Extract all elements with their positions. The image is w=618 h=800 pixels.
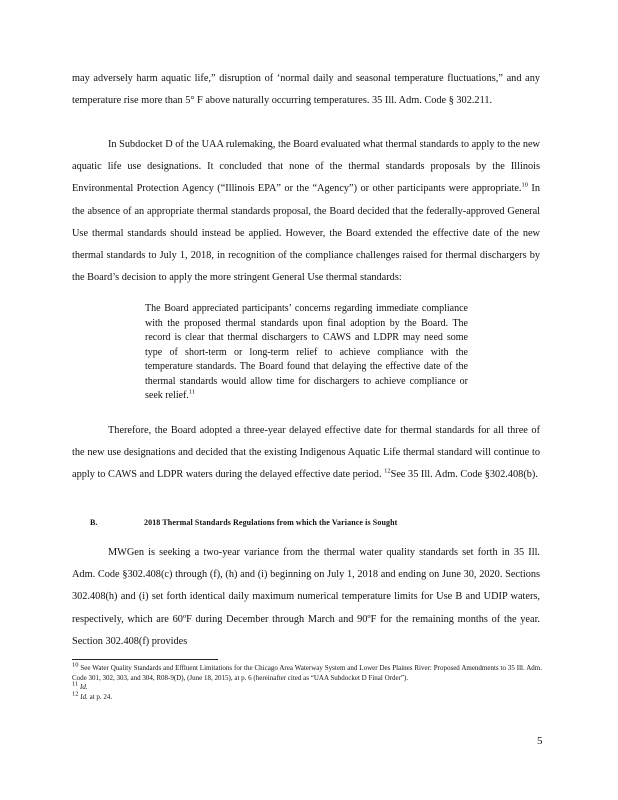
section-heading-text: 2018 Thermal Standards Regulations from which the Variance is Sought bbox=[144, 518, 398, 527]
footnote-11-mark: 11 bbox=[72, 680, 79, 688]
footnote-12-text: at p. 24. bbox=[87, 692, 113, 701]
paragraph-2-text-b: In the absence of an appropriate thermal standards proposal, the Board decided that the federally-approved General Use thermal standards should instead be applied. However, the Board extended the effective date of the new thermal standards to July 1, 2018, in recognition of the compliance challenges raised for thermal dischargers by the Board’s decision to apply the more stringent General Use thermal standards: bbox=[72, 183, 540, 284]
section-heading bbox=[90, 518, 397, 527]
footnote-10 bbox=[72, 661, 543, 683]
paragraph-4: MWGen is seeking a two-year variance from the thermal water quality standards set forth in 35 Ill. Adm. Code §302.408(c) through (f), (h) and (i) beginning on July 1, 2018 and ending on June 30, 2020. Sections 302.408(h) and (i) set forth identical daily maximum numerical temperature limits for Use B and UDIP waters, respectively, which are 60ºF during December through March and 90ºF for the remaining months of the year. Section 302.408(f) provides bbox=[72, 547, 540, 647]
paragraph-3-cite: See 35 Ill. Adm. Code §302.408(b). bbox=[390, 469, 538, 481]
footnote-12-mark: 12 bbox=[72, 690, 79, 698]
page-number: 5 bbox=[537, 735, 543, 747]
footnote-12-italic: Id. bbox=[80, 692, 88, 701]
footnote-ref-11: 11 bbox=[188, 388, 196, 396]
paragraph-3 bbox=[72, 420, 540, 487]
footnote-ref-10: 10 bbox=[521, 181, 528, 189]
footnote-11 bbox=[72, 680, 542, 693]
block-quote-text: The Board appreciated participants’ concerns regarding immediate compliance with the proposed thermal standards upon final adoption by the Board. The record is clear that thermal dischargers to CAWS and LDPR may need some type of short-term or long-term relief to achieve compliance with the temperature standards. The Board found that delaying the effective date of the thermal standards would allow time for dischargers to achieve compliance or seek relief. bbox=[145, 303, 468, 401]
paragraph-1: may adversely harm aquatic life,” disruption of ‘normal daily and seasonal temperature fluctuations,” and any temperature rise more than 5° F above naturally occurring temperatures. 35 Ill. Adm. Code § 302.211. bbox=[72, 73, 540, 107]
paragraph-2 bbox=[72, 134, 540, 289]
footnotes bbox=[72, 661, 543, 702]
footnote-10-text: See Water Quality Standards and Effluent Limitations for the Chicago Area Waterway System and Lower Des Plaines River: Proposed Amendments to 35 Ill. Adm. Code 301, 302, 303, and 304, R08-9(D), (June 18, 2015), at p. 6 (hereinafter cited as “UAA Subdocket D Final Order”). bbox=[72, 664, 543, 682]
footnote-ref-12: 12 bbox=[384, 467, 391, 475]
footnote-12 bbox=[72, 690, 542, 703]
paragraph-2-text-a: In Subdocket D of the UAA rulemaking, the Board evaluated what thermal standards to apply to the new aquatic life use designations. It concluded that none of the thermal standards proposals by the Illinois Environmental Protection Agency (“Illinois EPA” or the “Agency”) or other participants were appropriate. bbox=[72, 139, 540, 195]
footnote-11-text: Id. bbox=[80, 683, 88, 692]
paragraph-3-text: Therefore, the Board adopted a three-year delayed effective date for thermal standards for all three of the new use designations and decided that the existing Indigenous Aquatic Life thermal standard will continue to apply to CAWS and LDPR waters during the delayed effective date period. bbox=[72, 425, 540, 481]
block-quote bbox=[145, 302, 468, 404]
footnote-separator bbox=[72, 659, 218, 660]
footnote-10-mark: 10 bbox=[72, 661, 79, 669]
section-heading-label: B. bbox=[90, 518, 98, 527]
